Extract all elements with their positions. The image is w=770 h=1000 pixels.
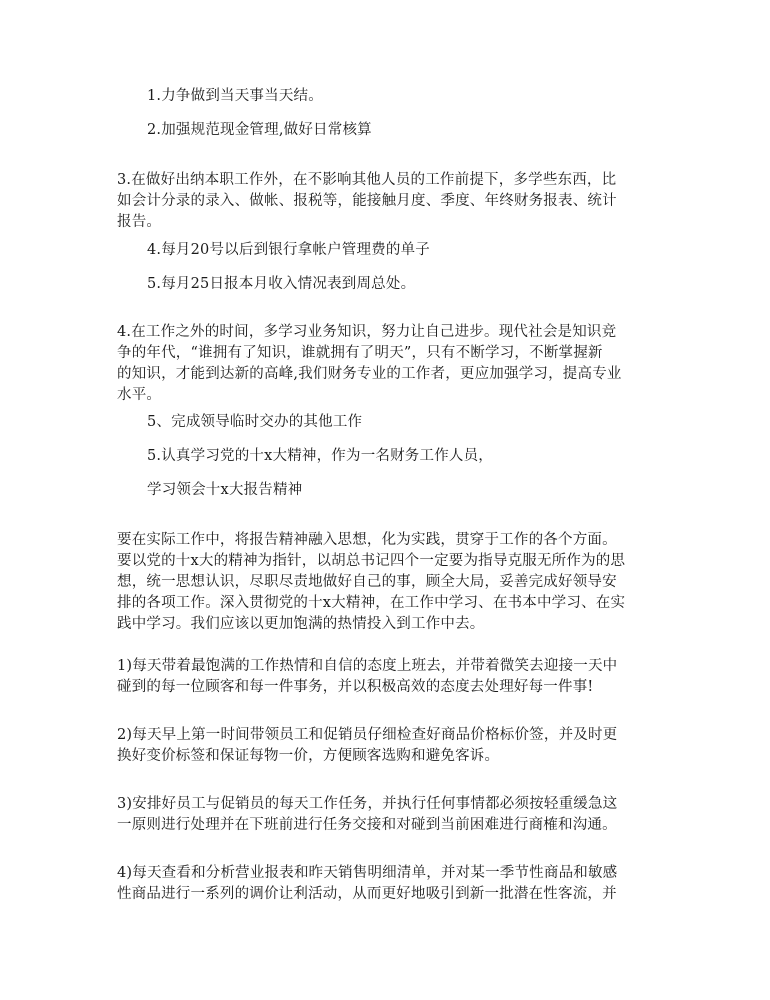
- text-line: 性商品进行一系列的调价让利活动，从而更好地吸引到新一批潜在性客流，并: [117, 886, 617, 902]
- text-line: 2.加强规范现金管理,做好日常核算: [147, 122, 372, 138]
- text-line: 3)安排好员工与促销员的每天工作任务，并执行任何事情都必须按轻重缓急这: [117, 796, 618, 812]
- text-line: 一原则进行处理并在下班前进行任务交接和对碰到当前困难进行商榷和沟通。: [117, 817, 617, 833]
- text-line: 5.认真学习党的十x大精神，作为一名财务工作人员，: [147, 448, 494, 464]
- text-line: 碰到的每一位顾客和每一件事务，并以积极高效的态度去处理好每一件事!: [117, 679, 594, 695]
- text-line: 学习领会十x大报告精神: [147, 482, 303, 498]
- text-line: 1.力争做到当天事当天结。: [147, 88, 323, 104]
- text-line: 换好变价标签和保证每物一价，方便顾客选购和避免客诉。: [117, 748, 500, 764]
- text-line: 排的各项工作。深入贯彻党的十x大精神，在工作中学习、在书本中学习、在实: [117, 595, 626, 611]
- text-line: 要以党的十x大的精神为指针，以胡总书记四个一定要为指导克服无所作为的思: [117, 553, 626, 569]
- text-line: 践中学习。我们应该以更加饱满的热情投入到工作中去。: [117, 616, 485, 632]
- text-line: 如会计分录的录入、做帐、报税等，能接触月度、季度、年终财务报表、统计: [117, 193, 617, 209]
- text-line: 4.每月20号以后到银行拿帐户管理费的单子: [147, 242, 430, 258]
- text-line: 要在实际工作中，将报告精神融入思想，化为实践，贯穿于工作的各个方面。: [117, 532, 617, 548]
- text-line: 水平。: [117, 387, 162, 403]
- text-line: 4.在工作之外的时间，多学习业务知识，努力让自己进步。现代社会是知识竞: [117, 324, 617, 340]
- text-line: 报告。: [117, 214, 162, 230]
- text-line: 想，统一思想认识，尽职尽责地做好自己的事，顾全大局，妥善完成好领导安: [117, 574, 617, 590]
- text-line: 3.在做好出纳本职工作外，在不影响其他人员的工作前提下，多学些东西，比: [117, 172, 617, 188]
- text-line: 4)每天查看和分析营业报表和昨天销售明细清单，并对某一季节性商品和敏感: [117, 865, 618, 881]
- text-line: 争的年代，“谁拥有了知识，谁就拥有了明天”，只有不断学习，不断掌握新: [117, 345, 603, 361]
- text-line: 5.每月25日报本月收入情况表到周总处。: [147, 276, 416, 292]
- text-line: 5、完成领导临时交办的其他工作: [147, 414, 363, 430]
- text-line: 2)每天早上第一时间带领员工和促销员仔细检查好商品价格标价签，并及时更: [117, 727, 618, 743]
- text-line: 的知识，才能到达新的高峰,我们财务专业的工作者，更应加强学习，提高专业: [117, 366, 622, 382]
- text-line: 1)每天带着最饱满的工作热情和自信的态度上班去，并带着微笑去迎接一天中: [117, 658, 618, 674]
